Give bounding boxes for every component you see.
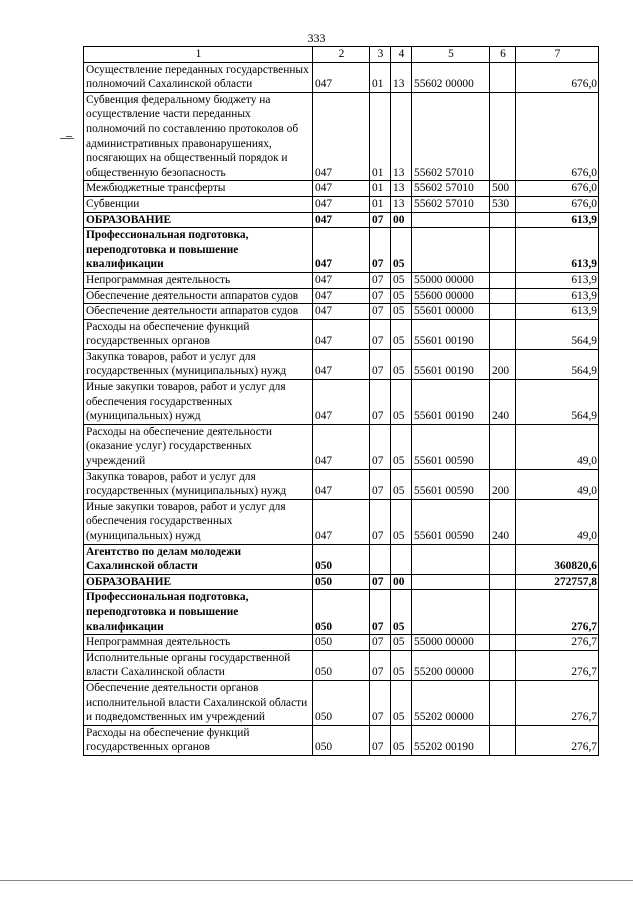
cell-target-article: 55602 57010 <box>412 181 490 197</box>
cell-name: Обеспечение деятельности аппаратов судов <box>84 288 313 304</box>
cell-expense-type <box>490 288 516 304</box>
table-row <box>84 181 599 197</box>
header-cell: 2 <box>313 47 370 63</box>
cell-subsection: 05 <box>391 499 412 544</box>
cell-section: 07 <box>370 635 391 651</box>
table-row <box>84 635 599 651</box>
cell-name: ОБРАЗОВАНИЕ <box>84 212 313 228</box>
cell-amount: 276,7 <box>516 590 599 635</box>
cell-subsection: 05 <box>391 304 412 320</box>
cell-amount: 564,9 <box>516 380 599 425</box>
cell-target-article <box>412 212 490 228</box>
cell-amount: 564,9 <box>516 349 599 379</box>
cell-ministry-code: 050 <box>313 544 370 574</box>
cell-ministry-code: 047 <box>313 272 370 288</box>
cell-target-article: 55601 00590 <box>412 424 490 469</box>
cell-expense-type <box>490 635 516 651</box>
cell-amount: 272757,8 <box>516 574 599 590</box>
cell-target-article: 55601 00000 <box>412 304 490 320</box>
cell-ministry-code: 047 <box>313 62 370 92</box>
cell-amount: 564,9 <box>516 319 599 349</box>
cell-section: 07 <box>370 288 391 304</box>
table-row <box>84 304 599 320</box>
page-number: 333 <box>307 31 326 45</box>
cell-subsection: 05 <box>391 228 412 273</box>
cell-ministry-code: 050 <box>313 650 370 680</box>
cell-ministry-code: 047 <box>313 304 370 320</box>
cell-name: Субвенция федеральному бюджету на осуществление части переданных полномочий по составлению протоколов об административных правонарушениях, посягающих на общественный порядок и общественную безопасность <box>84 92 313 181</box>
cell-target-article: 55602 00000 <box>412 62 490 92</box>
cell-ministry-code: 047 <box>313 469 370 499</box>
cell-ministry-code: 047 <box>313 196 370 212</box>
cell-amount: 49,0 <box>516 469 599 499</box>
cell-section: 07 <box>370 650 391 680</box>
cell-expense-type: 200 <box>490 469 516 499</box>
cell-expense-type: 240 <box>490 380 516 425</box>
table-row <box>84 92 599 181</box>
table-row <box>84 424 599 469</box>
cell-name: Непрограммная деятельность <box>84 635 313 651</box>
cell-amount: 676,0 <box>516 92 599 181</box>
table-row <box>84 319 599 349</box>
cell-expense-type: 530 <box>490 196 516 212</box>
cell-name: Иные закупки товаров, работ и услуг для обеспечения государственных (муниципальных) нужд <box>84 380 313 425</box>
cell-subsection: 13 <box>391 181 412 197</box>
cell-amount: 49,0 <box>516 499 599 544</box>
cell-expense-type <box>490 319 516 349</box>
cell-subsection: 05 <box>391 272 412 288</box>
cell-section: 01 <box>370 181 391 197</box>
cell-subsection: 13 <box>391 92 412 181</box>
cell-name: Расходы на обеспечение функций государственных органов <box>84 319 313 349</box>
cell-ministry-code: 050 <box>313 590 370 635</box>
table-row <box>84 288 599 304</box>
cell-section <box>370 544 391 574</box>
cell-name: Расходы на обеспечение деятельности (оказание услуг) государственных учреждений <box>84 424 313 469</box>
cell-ministry-code: 047 <box>313 349 370 379</box>
cell-expense-type <box>490 650 516 680</box>
bottom-rule <box>0 880 633 881</box>
cell-subsection: 05 <box>391 680 412 725</box>
cell-subsection: 00 <box>391 212 412 228</box>
cell-amount: 276,7 <box>516 635 599 651</box>
cell-name: Непрограммная деятельность <box>84 272 313 288</box>
cell-target-article: 55601 00190 <box>412 380 490 425</box>
cell-ministry-code: 047 <box>313 319 370 349</box>
cell-section: 07 <box>370 380 391 425</box>
cell-subsection: 05 <box>391 469 412 499</box>
cell-subsection: 00 <box>391 574 412 590</box>
cell-name: Обеспечение деятельности органов исполнительной власти Сахалинской области и подведомственных им учреждений <box>84 680 313 725</box>
table-row <box>84 499 599 544</box>
cell-amount: 276,7 <box>516 680 599 725</box>
header-cell: 5 <box>412 47 490 63</box>
cell-ministry-code: 050 <box>313 680 370 725</box>
cell-expense-type <box>490 228 516 273</box>
cell-name: Расходы на обеспечение функций государственных органов <box>84 725 313 755</box>
cell-target-article: 55602 57010 <box>412 92 490 181</box>
cell-expense-type <box>490 725 516 755</box>
header-cell: 4 <box>391 47 412 63</box>
table-row <box>84 725 599 755</box>
cell-expense-type: 200 <box>490 349 516 379</box>
cell-section: 07 <box>370 499 391 544</box>
cell-expense-type <box>490 424 516 469</box>
cell-name: Субвенции <box>84 196 313 212</box>
table-row <box>84 469 599 499</box>
cell-amount: 676,0 <box>516 181 599 197</box>
cell-expense-type: 500 <box>490 181 516 197</box>
cell-ministry-code: 047 <box>313 228 370 273</box>
cell-amount: 613,9 <box>516 212 599 228</box>
header-cell: 3 <box>370 47 391 63</box>
cell-expense-type <box>490 304 516 320</box>
cell-subsection: 05 <box>391 349 412 379</box>
cell-name: Иные закупки товаров, работ и услуг для обеспечения государственных (муниципальных) нужд <box>84 499 313 544</box>
table-row <box>84 590 599 635</box>
cell-name: Профессиональная подготовка, переподготовка и повышение квалификации <box>84 590 313 635</box>
table-row <box>84 544 599 574</box>
table-body <box>84 47 599 756</box>
cell-expense-type <box>490 590 516 635</box>
cell-target-article: 55601 00190 <box>412 319 490 349</box>
cell-section: 01 <box>370 62 391 92</box>
cell-amount: 676,0 <box>516 62 599 92</box>
cell-amount: 276,7 <box>516 650 599 680</box>
header-cell: 7 <box>516 47 599 63</box>
cell-target-article: 55000 00000 <box>412 635 490 651</box>
cell-expense-type <box>490 92 516 181</box>
cell-name: Закупка товаров, работ и услуг для государственных (муниципальных) нужд <box>84 469 313 499</box>
cell-subsection: 05 <box>391 319 412 349</box>
cell-target-article <box>412 228 490 273</box>
cell-section: 07 <box>370 212 391 228</box>
cell-expense-type <box>490 272 516 288</box>
cell-subsection: 05 <box>391 424 412 469</box>
cell-target-article <box>412 590 490 635</box>
cell-target-article: 55601 00190 <box>412 349 490 379</box>
cell-subsection: 13 <box>391 196 412 212</box>
cell-name: Обеспечение деятельности аппаратов судов <box>84 304 313 320</box>
cell-expense-type: 240 <box>490 499 516 544</box>
header-cell: 6 <box>490 47 516 63</box>
table-row <box>84 62 599 92</box>
cell-name: ОБРАЗОВАНИЕ <box>84 574 313 590</box>
table-row <box>84 680 599 725</box>
cell-amount: 49,0 <box>516 424 599 469</box>
cell-section: 07 <box>370 272 391 288</box>
cell-expense-type <box>490 62 516 92</box>
cell-section: 07 <box>370 725 391 755</box>
table-row <box>84 212 599 228</box>
cell-section: 07 <box>370 228 391 273</box>
cell-expense-type <box>490 680 516 725</box>
cell-target-article: 55000 00000 <box>412 272 490 288</box>
cell-amount: 613,9 <box>516 272 599 288</box>
cell-ministry-code: 047 <box>313 92 370 181</box>
cell-section: 07 <box>370 319 391 349</box>
cell-section: 07 <box>370 469 391 499</box>
table-row <box>84 272 599 288</box>
cell-amount: 276,7 <box>516 725 599 755</box>
cell-expense-type <box>490 212 516 228</box>
cell-ministry-code: 047 <box>313 181 370 197</box>
cell-name: Исполнительные органы государственной власти Сахалинской области <box>84 650 313 680</box>
cell-subsection: 05 <box>391 635 412 651</box>
cell-subsection: 05 <box>391 650 412 680</box>
cell-ministry-code: 050 <box>313 635 370 651</box>
header-cell: 1 <box>84 47 313 63</box>
cell-ministry-code: 047 <box>313 499 370 544</box>
cell-ministry-code: 047 <box>313 424 370 469</box>
header-row <box>84 47 599 63</box>
cell-amount: 613,9 <box>516 304 599 320</box>
cell-target-article: 55602 57010 <box>412 196 490 212</box>
table-row <box>84 196 599 212</box>
cell-name: Межбюджетные трансферты <box>84 181 313 197</box>
cell-expense-type <box>490 574 516 590</box>
cell-subsection: 05 <box>391 590 412 635</box>
table-row <box>84 650 599 680</box>
cell-subsection: 13 <box>391 62 412 92</box>
cell-ministry-code: 050 <box>313 725 370 755</box>
cell-name: Профессиональная подготовка, переподготовка и повышение квалификации <box>84 228 313 273</box>
cell-target-article <box>412 574 490 590</box>
cell-name: Осуществление переданных государственных полномочий Сахалинской области <box>84 62 313 92</box>
cell-amount: 676,0 <box>516 196 599 212</box>
cell-target-article: 55202 00000 <box>412 680 490 725</box>
cell-section: 07 <box>370 574 391 590</box>
cell-ministry-code: 050 <box>313 574 370 590</box>
cell-name: Закупка товаров, работ и услуг для государственных (муниципальных) нужд <box>84 349 313 379</box>
table-row <box>84 349 599 379</box>
cell-section: 07 <box>370 304 391 320</box>
cell-target-article: 55200 00000 <box>412 650 490 680</box>
cell-section: 01 <box>370 92 391 181</box>
cell-section: 07 <box>370 349 391 379</box>
table-row <box>84 574 599 590</box>
cell-target-article <box>412 544 490 574</box>
cell-ministry-code: 047 <box>313 212 370 228</box>
cell-target-article: 55601 00590 <box>412 469 490 499</box>
cell-subsection: 05 <box>391 380 412 425</box>
cell-target-article: 55202 00190 <box>412 725 490 755</box>
margin-mark <box>66 136 72 137</box>
cell-expense-type <box>490 544 516 574</box>
table-row <box>84 380 599 425</box>
cell-subsection <box>391 544 412 574</box>
cell-section: 07 <box>370 424 391 469</box>
cell-amount: 613,9 <box>516 288 599 304</box>
cell-section: 07 <box>370 590 391 635</box>
cell-ministry-code: 047 <box>313 288 370 304</box>
cell-section: 01 <box>370 196 391 212</box>
cell-subsection: 05 <box>391 288 412 304</box>
cell-amount: 613,9 <box>516 228 599 273</box>
budget-table <box>83 46 599 756</box>
margin-mark <box>60 138 74 139</box>
cell-target-article: 55600 00000 <box>412 288 490 304</box>
cell-amount: 360820,6 <box>516 544 599 574</box>
cell-subsection: 05 <box>391 725 412 755</box>
cell-section: 07 <box>370 680 391 725</box>
table-row <box>84 228 599 273</box>
cell-ministry-code: 047 <box>313 380 370 425</box>
cell-name: Агентство по делам молодежи Сахалинской области <box>84 544 313 574</box>
cell-target-article: 55601 00590 <box>412 499 490 544</box>
